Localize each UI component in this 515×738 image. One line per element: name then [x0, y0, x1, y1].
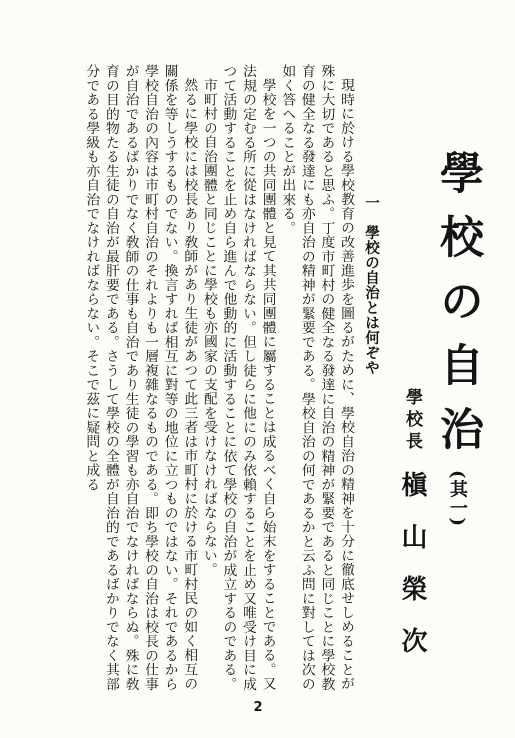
article-title	[432, 150, 482, 527]
page-number: 2	[253, 700, 263, 715]
body-paragraph: 市町村の自治團體と同じことに學校も亦國家の支配を受けなければならない。	[200, 77, 217, 577]
section-heading: 一 學校の自治とは何ぞや	[363, 195, 380, 375]
author-name: 槇山榮次	[397, 471, 427, 679]
article-body	[40, 64, 355, 704]
title-suffix: (其一)	[447, 470, 468, 528]
author-line	[397, 388, 427, 679]
title-text: 學校の自治	[432, 150, 483, 470]
body-paragraph: 學校を一つの共同團體と見て其共同團體に屬することは成るべく自ら始末をすることである。又法規の定むる所に從はなければならない。但し徒らに他にのみ依賴することを止め又唯受け目に成つて活動することを止め自ら進んで他動的に活動することに依て學校の自治が成立するのである。	[220, 64, 276, 691]
body-paragraph: 然るに學校には校長あり敎師があり生徒があつて此三者は市町村に於ける市町村民の如く相互の關係を等しうするものでない。換言すれば相互に對等の地位に立つものではない。それであるから學校自治の內容は市町村自治のそれよりも一層複雜なるものである。即ち學校の自治は校長の仕事が自治であるばかりでなく敎師の仕事も自治であり生徒の學習も亦自治でなければならぬ。殊に敎育の目的物たる生徒の自治が最肝要である。さうして學校の全體が自治的であるばかりでなく其部分である學級も亦自治でなければならない。そこで茲に疑問と成る	[83, 64, 198, 691]
body-paragraph: 現時に於ける學校教育の改善進歩を圖るがために、學校自治の精神を十分に徹底せしめることが殊に大切であると思ふ。丁度市町村の健全なる發達に自治の精神が緊要であると同じことに學校教育の健全なる發達にも亦自治の精神が緊要である。學校自治の何であるかと云ふ問に對しては次の如く答へることが出來る。	[279, 64, 354, 691]
author-role: 學校長	[402, 388, 422, 454]
